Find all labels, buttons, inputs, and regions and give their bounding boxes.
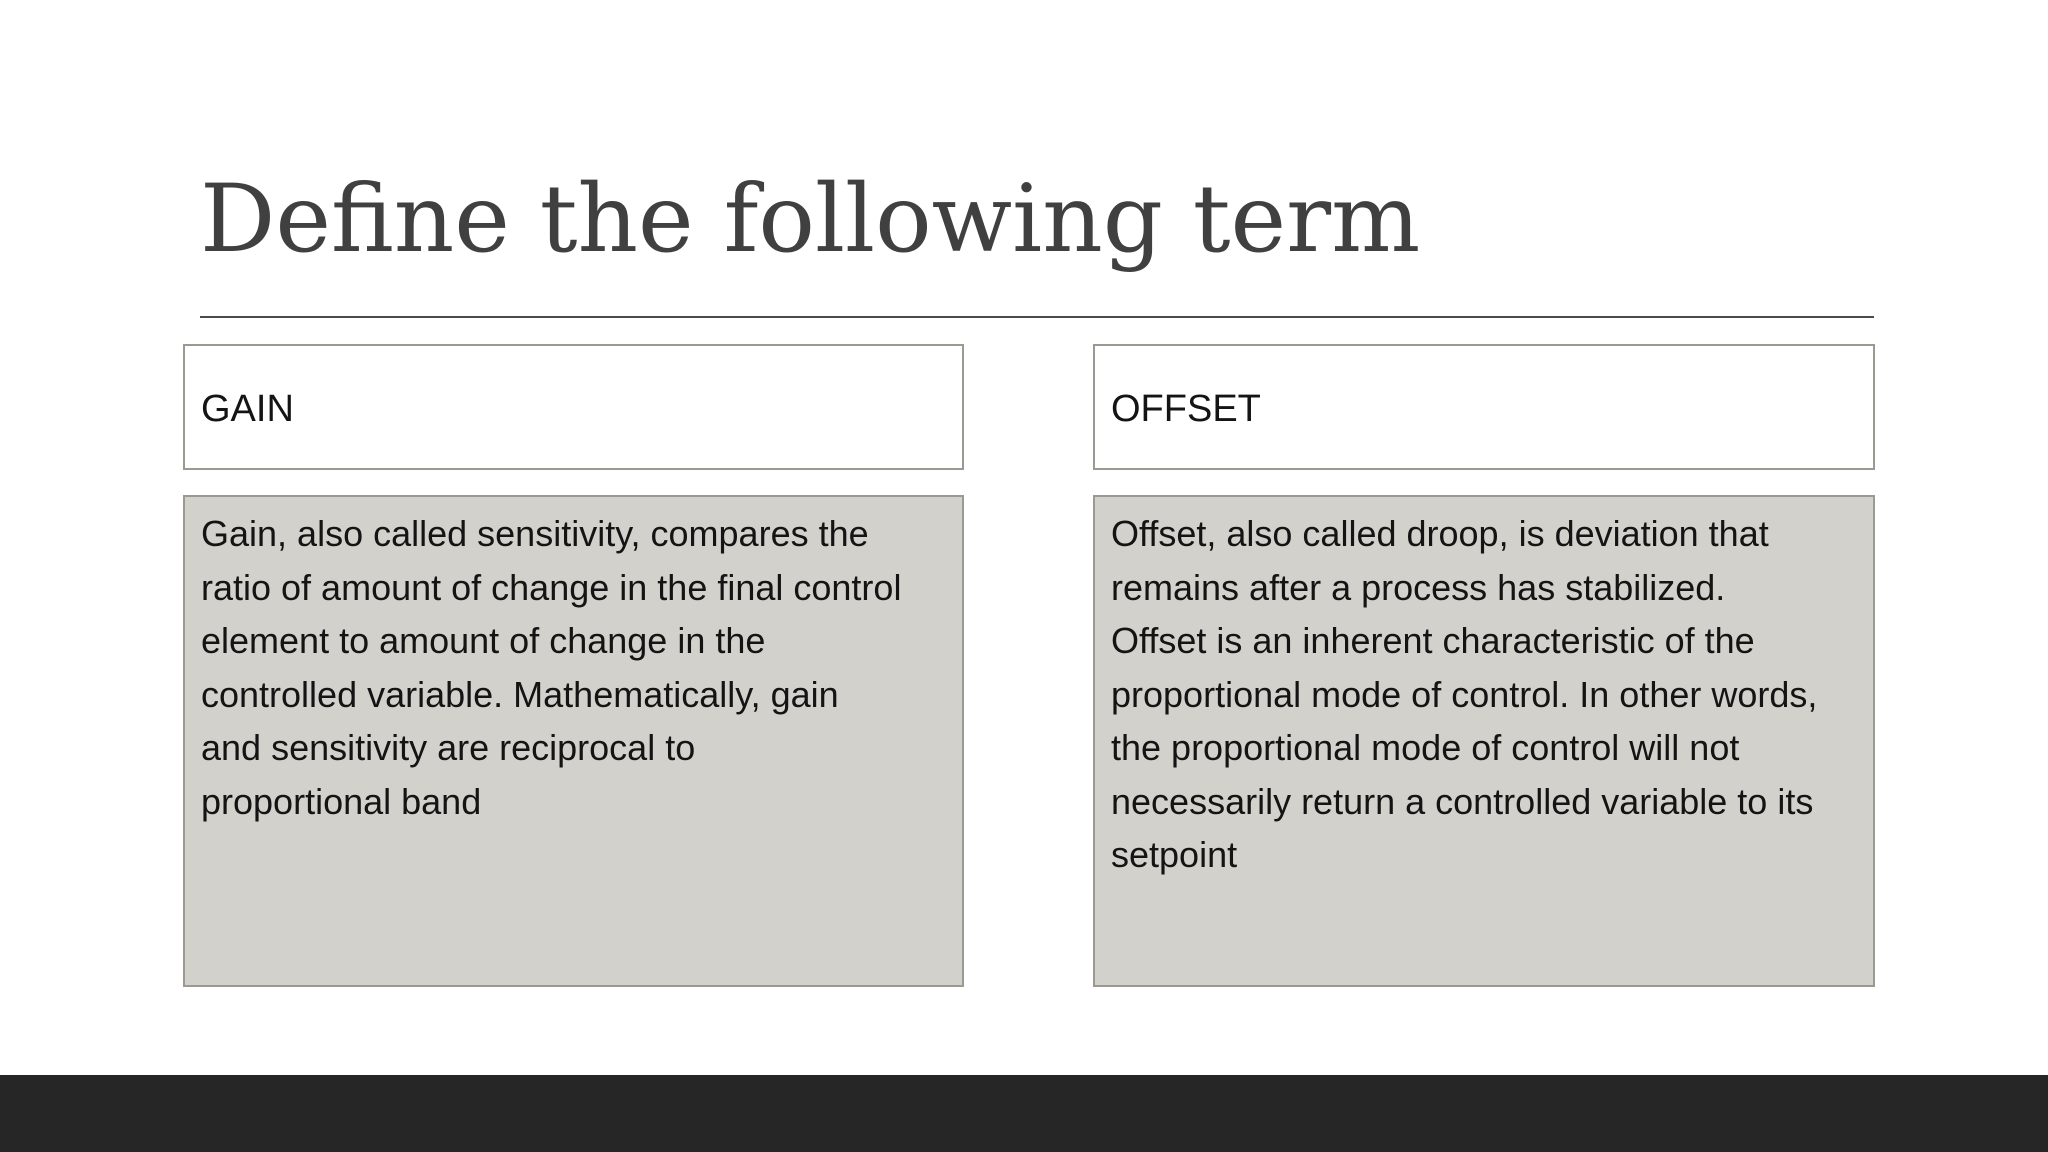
gain-definition-line: controlled variable. Mathematically, gain	[201, 673, 839, 715]
gain-definition-line: proportional band	[201, 780, 482, 822]
gain-definition-line: and sensitivity are reciprocal to	[201, 727, 696, 768]
gain-heading-box	[183, 344, 964, 470]
offset-heading: OFFSET	[1111, 388, 1261, 430]
offset-definition-line: remains after a process has stabilized.	[1111, 566, 1726, 608]
gain-definition-line: ratio of amount of change in the final control	[201, 566, 902, 608]
offset-definition-line: proportional mode of control. In other words,	[1111, 673, 1818, 715]
slide-title: Define the following term	[200, 165, 1421, 274]
offset-definition-line: the proportional mode of control will not	[1111, 727, 1740, 768]
gain-definition-line: element to amount of change in the	[201, 620, 766, 661]
offset-definition-line: Offset is an inherent characteristic of the	[1111, 620, 1755, 661]
offset-heading-box	[1093, 344, 1875, 470]
gain-heading: GAIN	[201, 388, 294, 430]
offset-definition-box	[1093, 495, 1875, 987]
gain-definition-box	[183, 495, 964, 987]
gain-definition-line: Gain, also called sensitivity, compares the	[201, 513, 869, 554]
offset-definition-line: necessarily return a controlled variable to its	[1111, 780, 1814, 822]
offset-definition-line: setpoint	[1111, 834, 1238, 875]
footer-bar	[0, 1075, 2048, 1152]
offset-definition-line: Offset, also called droop, is deviation that	[1111, 513, 1769, 554]
title-divider	[200, 316, 1874, 318]
